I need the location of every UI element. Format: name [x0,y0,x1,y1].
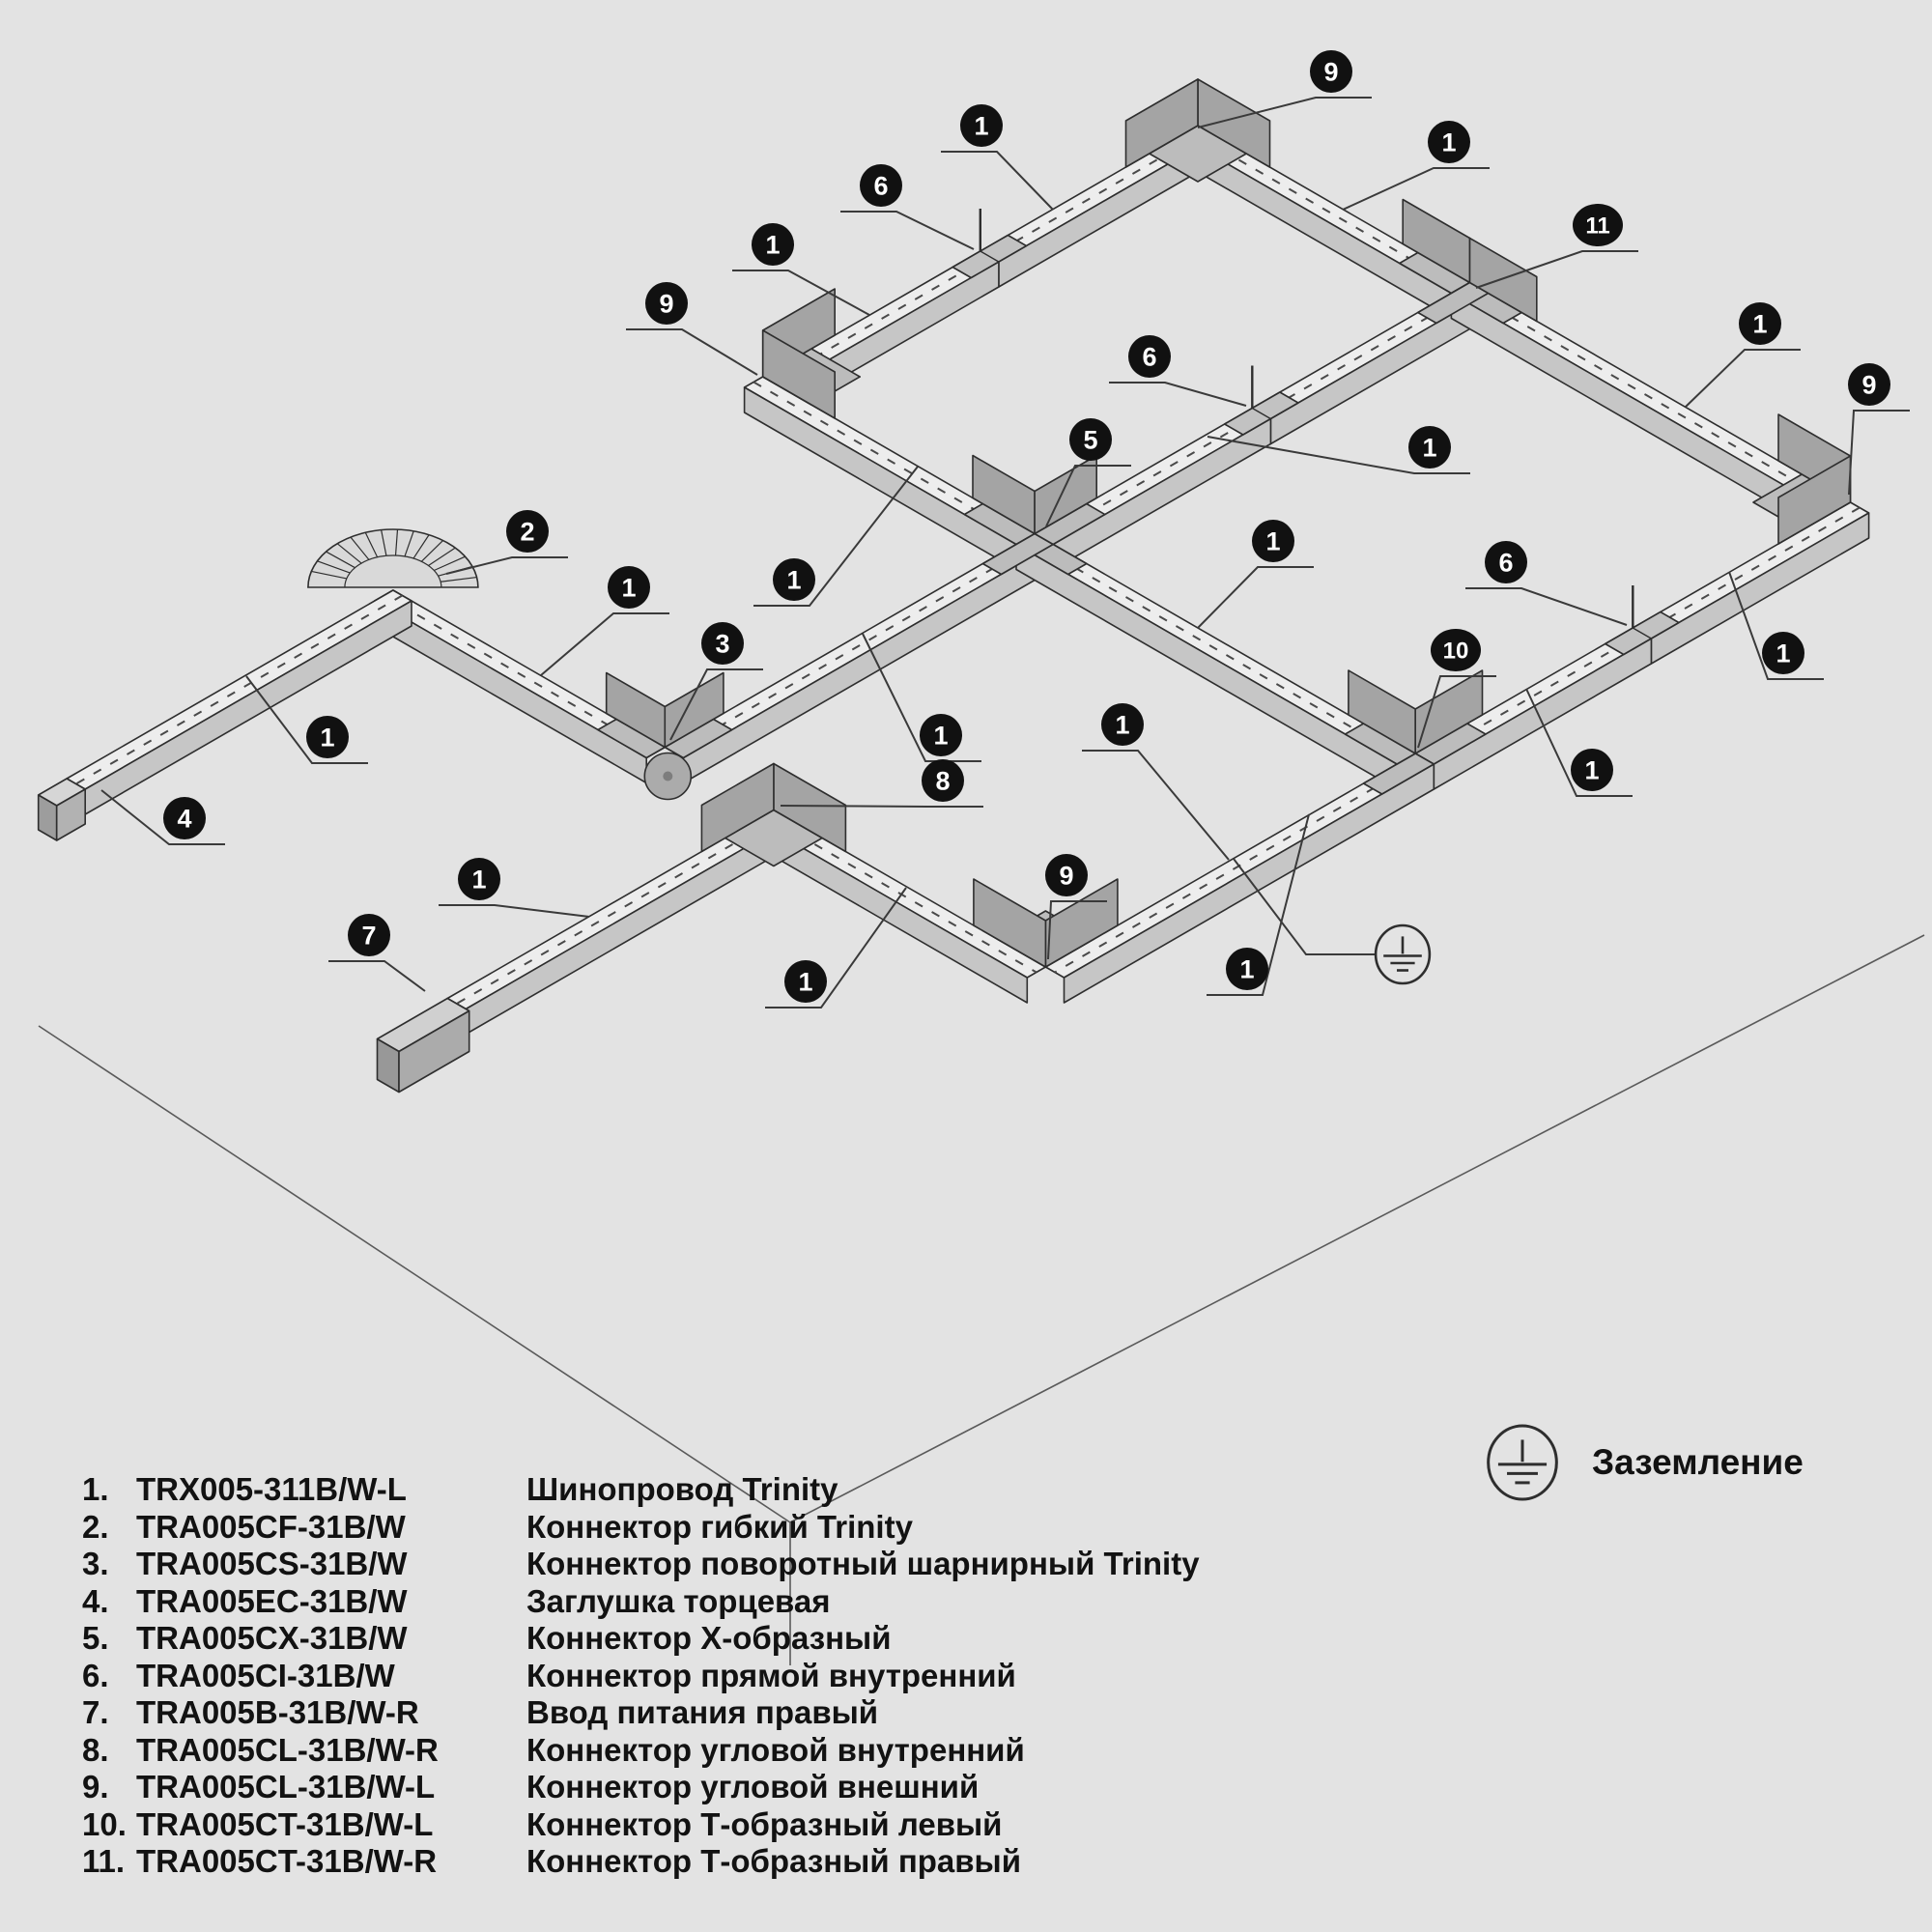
legend-item-desc: Ввод питания правый [526,1694,879,1730]
callout-number: 1 [1584,755,1600,785]
legend-item-desc: Коннектор угловой внутренний [526,1731,1025,1768]
ground-legend [1482,1422,1804,1503]
legend-item-number: 1. [82,1471,109,1507]
legend-item-code: TRA005B-31B/W-R [136,1694,419,1730]
callout-number: 11 [1585,213,1610,240]
callout-leader [1465,588,1627,625]
legend-item-number: 2. [82,1508,109,1545]
legend-item-number: 7. [82,1694,109,1730]
callout-number: 6 [1142,342,1157,372]
ground-icon [1482,1422,1563,1503]
legend-item-desc: Шинопровод Trinity [526,1471,838,1507]
legend [82,1471,1200,1881]
legend-item-desc: Коннектор гибкий Trinity [526,1508,913,1545]
callout-leader [1109,383,1246,406]
legend-item-desc: Коннектор угловой внешний [526,1769,980,1804]
legend-item-number: 5. [82,1620,109,1656]
legend-item-code: TRA005CX-31B/W [136,1620,408,1656]
callout-number: 6 [873,171,889,201]
legend-item-code: TRX005-311B/W-L [136,1471,407,1507]
callout-number: 1 [471,865,487,895]
callout-leader [541,613,669,675]
track-segment-side [1016,545,1397,790]
legend-item [82,1769,1200,1806]
callout-number: 8 [935,766,951,796]
track-segment-side [683,545,1053,783]
callout-leader [101,790,225,844]
legend-item [82,1471,1200,1509]
legend-item-code: TRA005CT-31B/W-L [136,1805,434,1842]
legend-item-desc: Коннектор прямой внутренний [526,1657,1016,1693]
legend-item-number: 10. [82,1805,127,1842]
callout-leader [840,212,974,249]
callout-number: 1 [765,230,781,260]
callout-number: 1 [933,721,949,751]
track-segment-side [466,821,792,1035]
legend-item-code: TRA005CF-31B/W [136,1508,406,1545]
callout-number: 7 [361,921,377,951]
callout-leader [1198,567,1314,628]
legend-item-code: TRA005CT-31B/W-R [136,1843,438,1879]
callout-number: 1 [1115,710,1130,740]
swivel-pivot-hub [663,772,672,781]
callout-number: 4 [177,804,192,834]
callout-number: 9 [1861,370,1877,400]
legend-item-code: TRA005CI-31B/W [136,1657,395,1693]
legend-item [82,1694,1200,1732]
legend-item-number: 11. [82,1843,126,1879]
callout-number: 1 [974,111,989,141]
legend-item-number: 8. [82,1731,109,1768]
callout-number: 6 [1498,548,1514,578]
legend-item [82,1732,1200,1770]
ground-legend-label: Заземление [1592,1442,1804,1482]
legend-item-desc: Коннектор Т-образный правый [526,1843,1022,1879]
callout-number: 9 [1323,57,1339,87]
callout-number: 1 [798,967,813,997]
ground-symbol-circle [1376,925,1430,983]
callout-number: 1 [1441,128,1457,157]
legend-item [82,1583,1200,1621]
callout-number: 1 [621,573,637,603]
callout-number: 2 [520,517,535,547]
ground-symbol-circle [1489,1426,1557,1499]
legend-item-desc: Коннектор Х-образный [526,1620,892,1656]
track-segment-side [85,601,412,814]
track-slot-dashes [1026,539,1406,759]
callout-number: 3 [715,629,730,659]
legend-item [82,1509,1200,1547]
callout-number: 1 [320,723,335,753]
callout-leader [328,961,425,991]
legend-item-code: TRA005CL-31B/W-L [136,1769,436,1804]
track-slot-dashes [1461,288,1841,508]
legend-item [82,1806,1200,1844]
legend-item-code: TRA005CL-31B/W-R [136,1731,439,1768]
callout-number: 9 [659,289,674,319]
track-segment-side [1651,513,1868,664]
callout-leader [781,806,983,807]
legend-item-desc: Коннектор Т-образный левый [526,1805,1003,1842]
callout-leader [1686,350,1801,407]
legend-item [82,1620,1200,1658]
callout-leader [626,329,757,375]
flex-connector-dome [308,529,478,587]
legend-item [82,1658,1200,1695]
legend-item [82,1546,1200,1583]
legend-item-number: 3. [82,1546,109,1581]
callout-number: 10 [1442,638,1469,665]
legend-item-code: TRA005EC-31B/W [136,1582,408,1619]
track-segment-top [67,590,412,789]
legend-item-desc: Коннектор поворотный шарнирный Trinity [526,1546,1200,1581]
callout-leader [1849,411,1910,495]
legend-item-number: 6. [82,1657,109,1693]
callout-number: 5 [1083,425,1098,455]
callout-number: 1 [1776,639,1791,668]
callout-number: 1 [1422,433,1437,463]
legend-item-number: 9. [82,1769,109,1804]
callout-number: 1 [1239,954,1255,984]
callout-leader [439,905,589,917]
callout-number: 1 [786,565,802,595]
legend-item-number: 4. [82,1582,109,1619]
callout-leader [941,152,1053,210]
callout-leader [1082,751,1229,860]
callout-number: 1 [1265,526,1281,556]
callout-leader [1343,168,1490,210]
legend-item-code: TRA005CS-31B/W [136,1546,408,1581]
legend-item [82,1843,1200,1881]
legend-item-desc: Заглушка торцевая [526,1582,831,1619]
callout-number: 1 [1752,309,1768,339]
callout-number: 9 [1059,861,1074,891]
